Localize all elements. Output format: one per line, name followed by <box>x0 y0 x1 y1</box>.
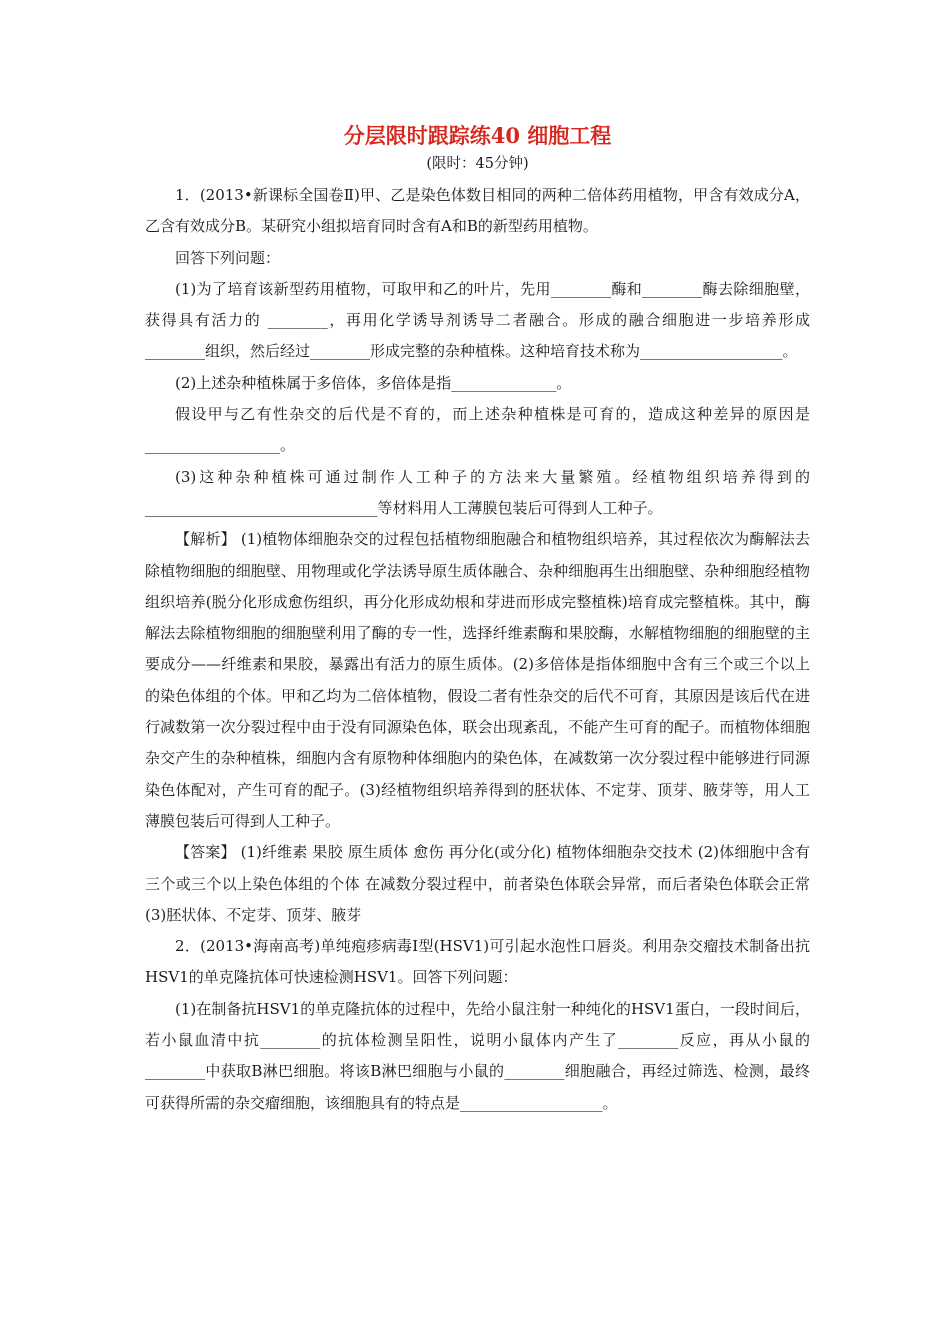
answer-paragraph: 【答案】 (1)纤维素 果胶 原生质体 愈伤 再分化(或分化) 植物体细胞杂交技术 (2)体细胞中含有三个或三个以上染色体组的个体 在减数分裂过程中，前者染色体联会异常，而后者染色体联会正常 (3)胚状体、不定芽、顶芽、腋芽 <box>145 843 810 924</box>
question-2-stem: 2．(2013•海南高考)单纯疱疹病毒Ⅰ型(HSV1)可引起水泡性口唇炎。利用杂交瘤技术制备出抗HSV1的单克隆抗体可快速检测HSV1。回答下列问题： <box>145 937 810 987</box>
question-1-part-3: (3)这种杂种植株可通过制作人工种子的方法来大量繁殖。经植物组织培养得到的 _______________________________等材料用人工薄膜包装后可得到人工种子。 <box>145 467 810 517</box>
question-2-part-1: (1)在制备抗HSV1的单克隆抗体的过程中，先给小鼠注射一种纯化的HSV1蛋白，一段时间后，若小鼠血清中抗________的抗体检测呈阳性，说明小鼠体内产生了________反应，再从小鼠的________中获取B淋巴细胞。将该B淋巴细胞与小鼠的________细胞融合，再经过筛选、检测，最终可获得所需的杂交瘤细胞，该细胞具有的特点是___________________。 <box>145 999 810 1112</box>
question-1-part-1: (1)为了培育该新型药用植物，可取甲和乙的叶片，先用________酶和________酶去除细胞壁，获得具有活力的 ________，再用化学诱导剂诱导二者融合。形成的融合细胞进一步培养形成 ________组织，然后经过________形成完整的杂种植株。这种培育技术称为___________________。 <box>145 279 810 361</box>
analysis-paragraph: 【解析】 (1)植物体细胞杂交的过程包括植物细胞融合和植物组织培养，其过程依次为酶解法去除植物细胞的细胞壁、用物理或化学法诱导原生质体融合、杂种细胞再生出细胞壁、杂种细胞经植物组织培养(脱分化形成愈伤组织，再分化形成幼根和芽进而形成完整植株)培育成完整植株。其中，酶解法去除植物细胞的细胞壁利用了酶的专一性，选择纤维素酶和果胶酶，水解植物细胞的细胞壁的主要成分——纤维素和果胶，暴露出有活力的原生质体。(2)多倍体是指体细胞中含有三个或三个以上的染色体组的个体。甲和乙均为二倍体植物，假设二者有性杂交的后代不可育，其原因是该后代在进行减数第一次分裂过程中由于没有同源染色体，联会出现紊乱，不能产生可育的配子。而植物体细胞杂交产生的杂种植株，细胞内含有原物种体细胞内的染色体，在减数第一次分裂过程中能够进行同源染色体配对，产生可育的配子。(3)经植物组织培养得到的胚状体、不定芽、顶芽、腋芽等，用人工薄膜包装后可得到人工种子。 <box>145 530 810 830</box>
question-1-part-2: (2)上述杂种植株属于多倍体，多倍体是指______________。 <box>175 373 572 392</box>
question-1-part-2-followup: 假设甲与乙有性杂交的后代是不育的，而上述杂种植株是可育的，造成这种差异的原因是__________________。 <box>145 405 810 455</box>
time-limit: (限时：45分钟) <box>426 156 529 172</box>
document-title: 分层限时跟踪练40 细胞工程 <box>343 123 612 148</box>
question-1-prompt: 回答下列问题： <box>175 248 281 267</box>
document-page <box>145 120 810 1119</box>
question-1-stem: 1．(2013•新课标全国卷Ⅱ)甲、乙是染色体数目相同的两种二倍体药用植物，甲含有效成分A，乙含有效成分B。某研究小组拟培育同时含有A和B的新型药用植物。 <box>145 186 810 236</box>
